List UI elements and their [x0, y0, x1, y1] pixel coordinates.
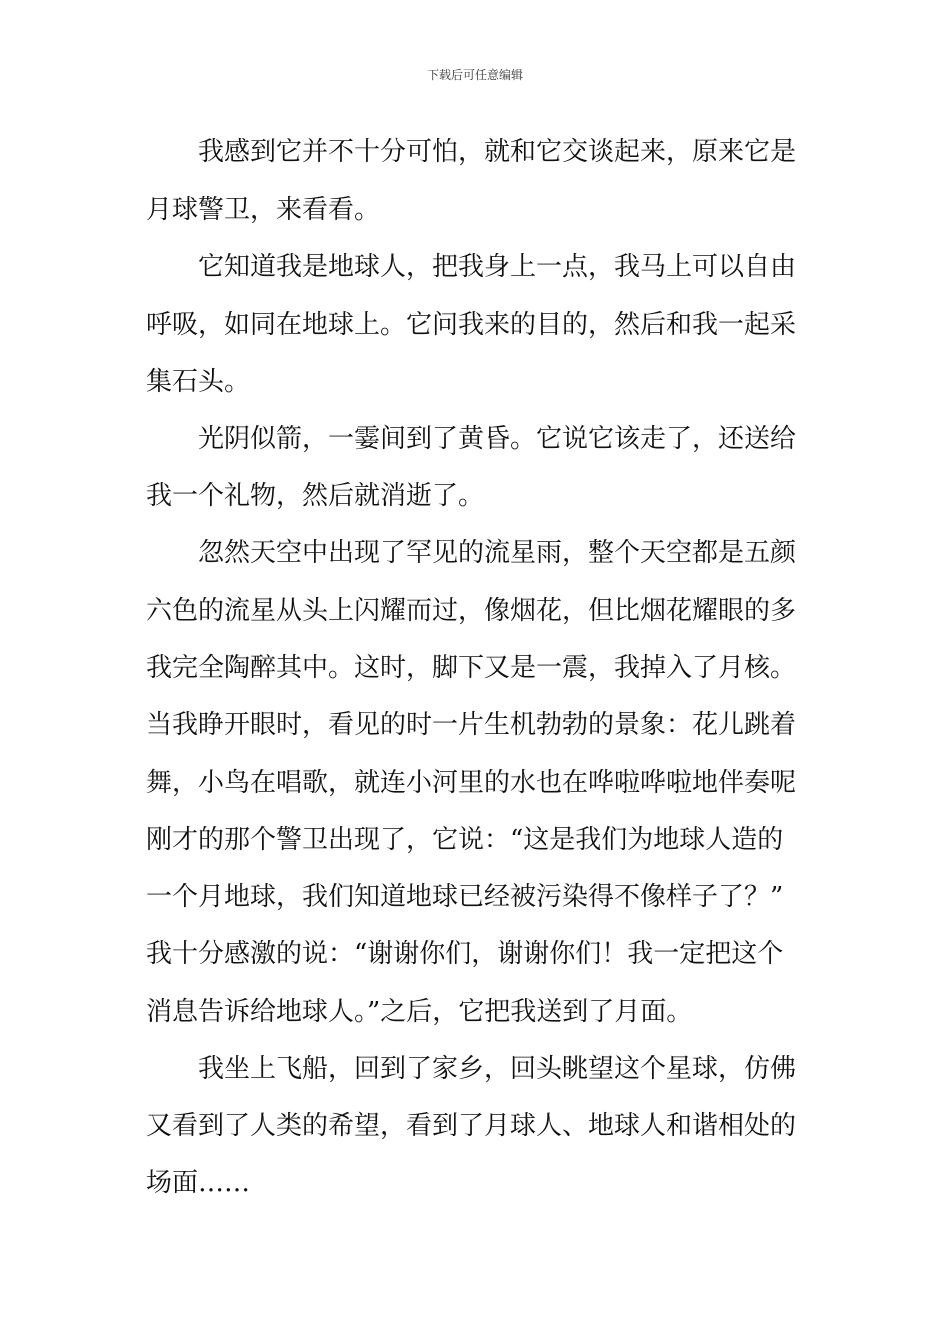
paragraph-line: 我完全陶醉其中。这时，脚下又是一震，我掉入了月核。 [146, 653, 797, 683]
paragraph-line: 一个月地球，我们知道地球已经被污染得不像样子了？” [146, 882, 784, 912]
paragraph-line: 光阴似箭，一霎间到了黄昏。它说它该走了，还送给 [146, 424, 797, 454]
paragraph-line: 刚才的那个警卫出现了，它说：“这是我们为地球人造的 [146, 825, 784, 855]
paragraph-line: 六色的流星从头上闪耀而过，像烟花，但比烟花耀眼的多 [146, 596, 797, 626]
paragraph-line: 呼吸，如同在地球上。它问我来的目的，然后和我一起采 [146, 310, 797, 340]
paragraph-line: 场面…… [146, 1168, 251, 1198]
paragraph-line: 忽然天空中出现了罕见的流星雨，整个天空都是五颜 [146, 538, 797, 568]
paragraph-line: 我一个礼物，然后就消逝了。 [146, 481, 485, 511]
paragraph-line: 我十分感激的说：“谢谢你们，谢谢你们！我一定把这个 [146, 939, 784, 969]
paragraph-line: 它知道我是地球人，把我身上一点，我马上可以自由 [146, 252, 797, 282]
paragraph-line: 月球警卫，来看看。 [146, 195, 381, 225]
paragraph-line: 我感到它并不十分可怕，就和它交谈起来，原来它是 [146, 137, 797, 167]
paragraph-line: 舞，小鸟在唱歌，就连小河里的水也在哗啦哗啦地伴奏呢 [146, 768, 797, 798]
paragraph-line: 我坐上飞船，回到了家乡，回头眺望这个星球，仿佛 [146, 1054, 797, 1084]
paragraph-line: 当我睁开眼时，看见的时一片生机勃勃的景象：花儿跳着 [146, 710, 797, 740]
page-header: 下载后可任意编辑 [426, 68, 523, 82]
paragraph-line: 又看到了人类的希望，看到了月球人、地球人和谐相处的 [146, 1111, 797, 1141]
paragraph-line: 集石头。 [146, 367, 251, 397]
paragraph-line: 消息告诉给地球人。”之后，它把我送到了月面。 [146, 997, 693, 1027]
